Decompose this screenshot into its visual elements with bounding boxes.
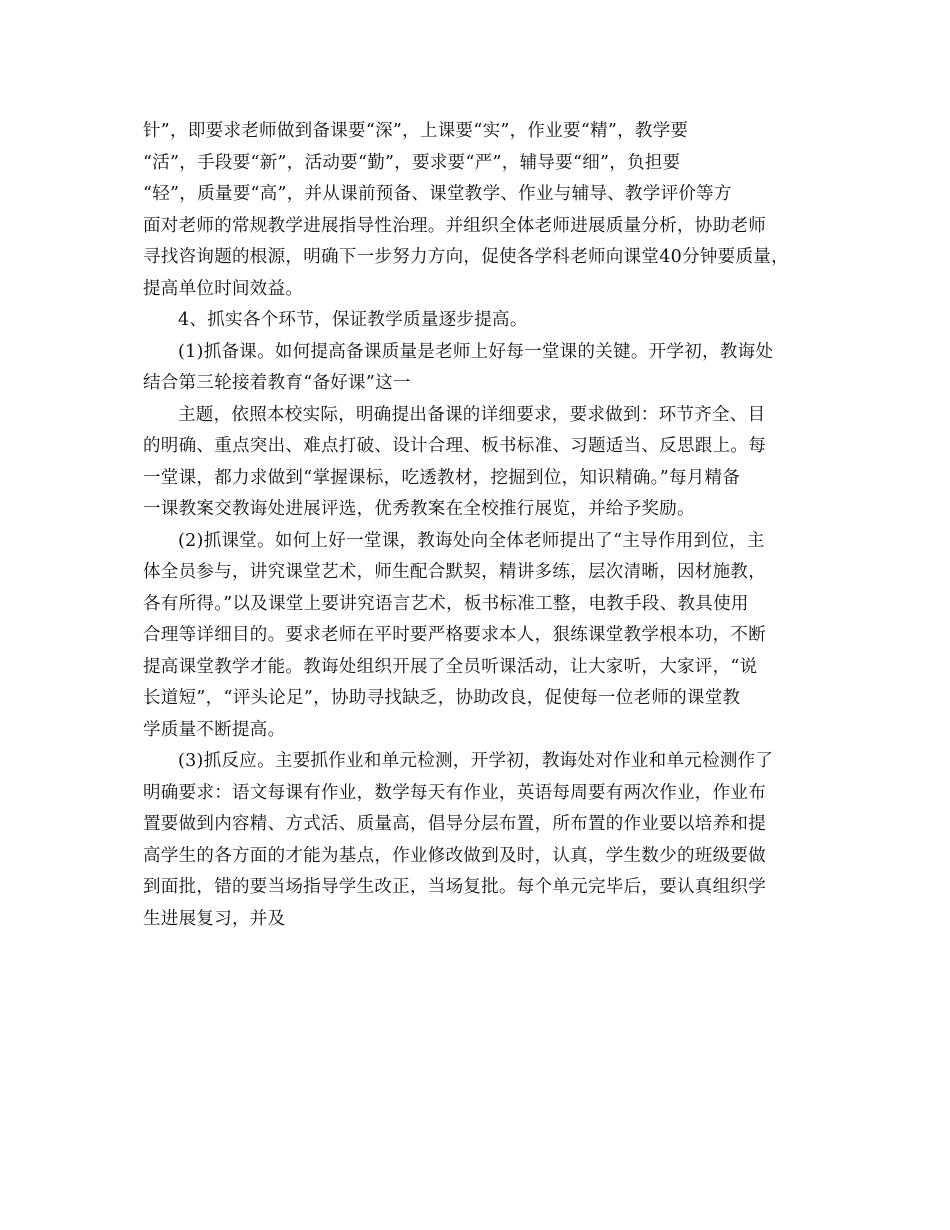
text-line: 针”，即要求老师做到备课要“深”，上课要“实”，作业要“精”，教学要 bbox=[143, 121, 689, 141]
text-line: 提高课堂教学才能。教诲处组织开展了全员听课活动，让大家听，大家评，“说 bbox=[143, 656, 758, 677]
text-line: 一课教案交教诲处进展评选，优秀教案在全校推行展览，并给予奖励。 bbox=[143, 499, 695, 519]
text-line: 的明确、重点突出、难点打破、设计合理、板书标准、习题适当、反思跟上。每 bbox=[143, 436, 766, 456]
text-line: 高学生的各方面的才能为基点，作业修改做到及时，认真，学生数少的班级要做 bbox=[143, 845, 766, 866]
text-line: 到面批，错的要当场指导学生改正，当场复批。每个单元完毕后，要认真组织学 bbox=[143, 877, 766, 897]
text-line: 生进展复习，并及 bbox=[143, 908, 286, 929]
text-line: 主题，依照本校实际，明确提出备课的详细要求，要求做到：环节齐全、目 bbox=[178, 404, 766, 425]
text-line: 面对老师的常规教学进展指导性治理。并组织全体老师进展质量分析，协助老师 bbox=[143, 215, 766, 236]
text-line: (3)抓反应。主要抓作业和单元检测，开学初，教诲处对作业和单元检测作了 bbox=[178, 751, 774, 771]
text-line: 4、抓实各个环节，保证教学质量逐步提高。 bbox=[178, 310, 528, 330]
text-line: 置要做到内容精、方式活、质量高，倡导分层布置，所布置的作业要以培养和提 bbox=[143, 814, 766, 834]
text-line: (1)抓备课。如何提高备课质量是老师上好每一堂课的关键。开学初，教诲处 bbox=[178, 341, 774, 362]
text-line: 提高单位时间效益。 bbox=[143, 278, 304, 299]
text-line: 寻找咨询题的根源，明确下一步努力方向，促使各学科老师向课堂40分钟要质量， bbox=[143, 247, 789, 267]
text-line: 合理等详细目的。要求老师在平时要严格要求本人，狠练课堂教学根本功，不断 bbox=[143, 625, 766, 645]
text-line: 学质量不断提高。 bbox=[143, 719, 286, 740]
text-line: 结合第三轮接着教育“备好课”这一 bbox=[143, 373, 411, 393]
text-line: 长道短”，“评头论足”，协助寻找缺乏，协助改良，促使每一位老师的课堂教 bbox=[143, 688, 741, 708]
text-line: “轻”，质量要“高”，并从课前预备、课堂教学、作业与辅导、教学评价等方 bbox=[143, 184, 732, 204]
text-line: “活”，手段要“新”，活动要“勤”，要求要“严”，辅导要“细”，负担要 bbox=[143, 152, 681, 173]
text-line: 一堂课，都力求做到“掌握课标，吃透教材，挖掘到位，知识精确。”每月精备 bbox=[143, 467, 741, 488]
text-line: (2)抓课堂。如何上好一堂课，教诲处向全体老师提出了“主导作用到位，主 bbox=[178, 530, 765, 551]
text-line: 体全员参与，讲究课堂艺术，师生配合默契，精讲多练，层次清晰，因材施教， bbox=[143, 562, 766, 582]
text-line: 各有所得。”以及课堂上要讲究语言艺术，板书标准工整，电教手段、教具使用 bbox=[143, 593, 749, 614]
text-line: 明确要求：语文每课有作业，数学每天有作业，英语每周要有两次作业，作业布 bbox=[143, 782, 766, 803]
document-body bbox=[143, 116, 813, 935]
